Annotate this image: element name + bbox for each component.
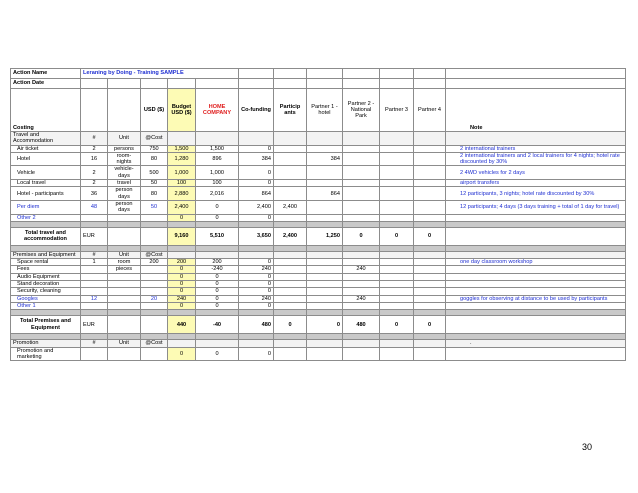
row-partner3 (380, 166, 414, 180)
row-budget: 240 (168, 295, 196, 302)
row-partner3 (380, 266, 414, 273)
hash-header: # (81, 251, 108, 258)
row-partner1 (307, 347, 343, 361)
section-header-row (11, 132, 626, 146)
row-home: 0 (196, 347, 239, 361)
table-row (11, 200, 626, 214)
row-cost (141, 214, 168, 221)
row-partner1 (307, 266, 343, 273)
row-budget: 0 (168, 266, 196, 273)
row-note: 12 participants, 3 nights; hotel rate discounted by 30% (446, 187, 626, 201)
row-cofunding: 0 (239, 302, 274, 309)
row-unit (108, 214, 141, 221)
row-partner1 (307, 166, 343, 180)
table-row (11, 288, 626, 295)
costing-header: Costing (11, 89, 81, 132)
row-note (446, 266, 626, 273)
row-partner2 (343, 187, 380, 201)
row-participants (274, 214, 307, 221)
page-number: 30 (582, 442, 593, 452)
row-budget: 200 (168, 259, 196, 266)
row-budget: 2,880 (168, 187, 196, 201)
row-partner2 (343, 152, 380, 166)
row-partner2 (343, 281, 380, 288)
row-budget: 1,500 (168, 145, 196, 152)
row-unit: room-nights (108, 152, 141, 166)
row-cost: 80 (141, 187, 168, 201)
row-participants (274, 152, 307, 166)
total-participants: 2,400 (274, 227, 307, 245)
table-row (11, 302, 626, 309)
row-count (81, 273, 108, 280)
row-unit: person days (108, 200, 141, 214)
row-participants (274, 145, 307, 152)
row-partner1 (307, 145, 343, 152)
row-partner3 (380, 259, 414, 266)
row-partner1 (307, 295, 343, 302)
total-partner1: 0 (307, 316, 343, 334)
row-partner1 (307, 200, 343, 214)
row-partner1 (307, 281, 343, 288)
row-partner4 (414, 166, 446, 180)
row-participants (274, 295, 307, 302)
row-label: Per diem (11, 200, 81, 214)
row-unit: room (108, 259, 141, 266)
total-partner4: 0 (414, 227, 446, 245)
hash-header: # (81, 340, 108, 347)
row-partner4 (414, 302, 446, 309)
total-label: Total travel and accommodation (11, 227, 81, 245)
table-row (11, 281, 626, 288)
row-cofunding: 0 (239, 145, 274, 152)
row-partner4 (414, 145, 446, 152)
unit-header: Unit (108, 251, 141, 258)
total-home: 5,510 (196, 227, 239, 245)
table-row (11, 214, 626, 221)
row-note: 12 participants; 4 days (3 days training + total of 1 day for travel) (446, 200, 626, 214)
section-note (446, 132, 626, 146)
row-partner3 (380, 295, 414, 302)
row-cost: 50 (141, 180, 168, 187)
row-cofunding: 240 (239, 266, 274, 273)
row-count: 16 (81, 152, 108, 166)
row-note (446, 302, 626, 309)
row-unit: person days (108, 187, 141, 201)
row-note (446, 288, 626, 295)
table-row (11, 347, 626, 361)
row-count: 2 (81, 180, 108, 187)
column-header-row (11, 89, 626, 132)
section-header-row (11, 251, 626, 258)
budget-usd-header: Budget USD ($) (168, 89, 196, 132)
row-partner4 (414, 273, 446, 280)
total-partner3: 0 (380, 227, 414, 245)
row-participants (274, 288, 307, 295)
row-home: -240 (196, 266, 239, 273)
row-partner3 (380, 187, 414, 201)
note-header: Note (446, 89, 626, 132)
total-partner2: 480 (343, 316, 380, 334)
row-count (81, 288, 108, 295)
row-partner1 (307, 180, 343, 187)
row-partner4 (414, 187, 446, 201)
row-count (81, 347, 108, 361)
total-cofunding: 480 (239, 316, 274, 334)
row-note: 2 international trainers and 2 local trainers for 4 nights; hotel rate discounted by 30% (446, 152, 626, 166)
row-cofunding: 2,400 (239, 200, 274, 214)
total-row (11, 227, 626, 245)
row-partner1 (307, 214, 343, 221)
row-cost (141, 273, 168, 280)
action-date-label: Action Date (11, 79, 81, 89)
row-budget: 0 (168, 281, 196, 288)
section-label: Promotion (11, 340, 81, 347)
row-partner2 (343, 180, 380, 187)
row-partner3 (380, 152, 414, 166)
row-cofunding: 0 (239, 259, 274, 266)
row-budget: 2,400 (168, 200, 196, 214)
row-partner2 (343, 214, 380, 221)
row-partner3 (380, 180, 414, 187)
action-name-row (11, 69, 626, 79)
total-partner4: 0 (414, 316, 446, 334)
row-label: Promotion and marketing (11, 347, 81, 361)
row-partner4 (414, 266, 446, 273)
row-budget: 0 (168, 273, 196, 280)
row-partner2: 240 (343, 295, 380, 302)
row-cost: 20 (141, 295, 168, 302)
row-participants (274, 273, 307, 280)
total-cofunding: 3,650 (239, 227, 274, 245)
row-partner3 (380, 214, 414, 221)
row-cofunding: 0 (239, 166, 274, 180)
row-count (81, 214, 108, 221)
row-cofunding: 0 (239, 273, 274, 280)
row-budget: 0 (168, 214, 196, 221)
row-budget: 0 (168, 288, 196, 295)
total-participants: 0 (274, 316, 307, 334)
row-participants (274, 347, 307, 361)
row-label: Hotel (11, 152, 81, 166)
row-cost (141, 266, 168, 273)
total-partner2: 0 (343, 227, 380, 245)
row-count: 2 (81, 145, 108, 152)
row-count: 2 (81, 166, 108, 180)
section-label: Premises and Equipment (11, 251, 81, 258)
row-cofunding: 0 (239, 347, 274, 361)
unit-header: Unit (108, 132, 141, 146)
table-row (11, 166, 626, 180)
home-company-header: HOME COMPANY (196, 89, 239, 132)
row-participants (274, 259, 307, 266)
row-cost: 500 (141, 166, 168, 180)
row-unit (108, 347, 141, 361)
row-participants (274, 187, 307, 201)
row-label: Fees (11, 266, 81, 273)
budget-sheet (10, 68, 626, 361)
row-unit: pieces (108, 266, 141, 273)
row-label: Local travel (11, 180, 81, 187)
row-unit: vehicle-days (108, 166, 141, 180)
row-partner1 (307, 288, 343, 295)
row-home: 0 (196, 302, 239, 309)
partner1-header: Partner 1 - hotel (307, 89, 343, 132)
row-participants (274, 180, 307, 187)
row-budget: 0 (168, 347, 196, 361)
row-label: Air ticket (11, 145, 81, 152)
total-home: -40 (196, 316, 239, 334)
row-home: 1,000 (196, 166, 239, 180)
section-note (446, 251, 626, 258)
row-partner3 (380, 347, 414, 361)
row-note (446, 347, 626, 361)
row-participants (274, 302, 307, 309)
row-note (446, 214, 626, 221)
row-partner2 (343, 288, 380, 295)
total-budget: 9,160 (168, 227, 196, 245)
row-unit: travel (108, 180, 141, 187)
row-cost: 50 (141, 200, 168, 214)
table-row (11, 187, 626, 201)
cost-header: @Cost (141, 132, 168, 146)
table-row (11, 180, 626, 187)
table-row (11, 145, 626, 152)
row-participants (274, 281, 307, 288)
row-home: 0 (196, 288, 239, 295)
row-label: Hotel - participants (11, 187, 81, 201)
row-partner4 (414, 295, 446, 302)
row-cost: 80 (141, 152, 168, 166)
row-note: 2 4WD vehicles for 2 days (446, 166, 626, 180)
row-budget: 100 (168, 180, 196, 187)
co-funding-header: Co-funding (239, 89, 274, 132)
row-partner2 (343, 259, 380, 266)
row-cofunding: 0 (239, 281, 274, 288)
row-partner3 (380, 200, 414, 214)
total-partner3: 0 (380, 316, 414, 334)
partner3-header: Partner 3 (380, 89, 414, 132)
row-label: Audio Equipment (11, 273, 81, 280)
table-row (11, 266, 626, 273)
row-partner4 (414, 281, 446, 288)
budget-table (10, 68, 626, 361)
row-cost: 200 (141, 259, 168, 266)
action-name-value: Leraning by Doing - Training SAMPLE (81, 69, 239, 79)
row-partner1: 384 (307, 152, 343, 166)
row-count (81, 281, 108, 288)
row-partner1 (307, 273, 343, 280)
section-header-row (11, 340, 626, 347)
total-currency: EUR (81, 316, 108, 334)
row-count: 48 (81, 200, 108, 214)
row-count: 1 (81, 259, 108, 266)
row-budget: 1,000 (168, 166, 196, 180)
total-label: Total Premises and Equipment (11, 316, 81, 334)
row-count (81, 266, 108, 273)
cost-header: @Cost (141, 251, 168, 258)
row-label: Googles (11, 295, 81, 302)
row-label: Stand decoration (11, 281, 81, 288)
row-partner4 (414, 259, 446, 266)
table-row (11, 152, 626, 166)
row-note: one day classroom workshop (446, 259, 626, 266)
row-partner1 (307, 259, 343, 266)
row-participants (274, 166, 307, 180)
table-row (11, 295, 626, 302)
row-cofunding: 0 (239, 288, 274, 295)
row-label: Vehicle (11, 166, 81, 180)
row-partner4 (414, 152, 446, 166)
total-budget: 440 (168, 316, 196, 334)
row-cofunding: 0 (239, 180, 274, 187)
partner4-header: Partner 4 (414, 89, 446, 132)
partner2-header: Partner 2 - National Park (343, 89, 380, 132)
row-home: 0 (196, 200, 239, 214)
row-home: 0 (196, 273, 239, 280)
section-note: . (446, 340, 626, 347)
row-unit (108, 295, 141, 302)
row-note (446, 273, 626, 280)
row-note: 2 international trainers (446, 145, 626, 152)
row-partner4 (414, 288, 446, 295)
row-home: 100 (196, 180, 239, 187)
row-partner2 (343, 273, 380, 280)
row-cost (141, 288, 168, 295)
row-budget: 1,280 (168, 152, 196, 166)
row-cofunding: 864 (239, 187, 274, 201)
row-partner3 (380, 302, 414, 309)
total-currency: EUR (81, 227, 108, 245)
row-home: 1,500 (196, 145, 239, 152)
table-row (11, 259, 626, 266)
row-count: 12 (81, 295, 108, 302)
row-note: airport transfers (446, 180, 626, 187)
row-cofunding: 0 (239, 214, 274, 221)
row-note (446, 281, 626, 288)
hash-header: # (81, 132, 108, 146)
row-home: 0 (196, 214, 239, 221)
unit-header: Unit (108, 340, 141, 347)
row-partner4 (414, 180, 446, 187)
usd-header: USD ($) (141, 89, 168, 132)
row-partner2 (343, 200, 380, 214)
table-row (11, 273, 626, 280)
row-partner3 (380, 273, 414, 280)
row-partner3 (380, 145, 414, 152)
row-partner2 (343, 302, 380, 309)
row-partner4 (414, 347, 446, 361)
row-home: 200 (196, 259, 239, 266)
row-partner4 (414, 200, 446, 214)
row-budget: 0 (168, 302, 196, 309)
row-home: 0 (196, 281, 239, 288)
row-unit (108, 288, 141, 295)
row-partner1: 864 (307, 187, 343, 201)
section-label: Travel and Accommodation (11, 132, 81, 146)
row-cofunding: 384 (239, 152, 274, 166)
row-home: 896 (196, 152, 239, 166)
row-count (81, 302, 108, 309)
row-cost: 750 (141, 145, 168, 152)
row-label: Security, cleaning (11, 288, 81, 295)
row-home: 0 (196, 295, 239, 302)
cost-header: @Cost (141, 340, 168, 347)
row-participants (274, 266, 307, 273)
row-partner3 (380, 288, 414, 295)
total-row (11, 316, 626, 334)
row-cofunding: 240 (239, 295, 274, 302)
row-partner2 (343, 166, 380, 180)
row-unit (108, 281, 141, 288)
row-partner1 (307, 302, 343, 309)
row-participants: 2,400 (274, 200, 307, 214)
action-date-row (11, 79, 626, 89)
row-unit: persons (108, 145, 141, 152)
row-note: goggles for observing at distance to be used by participants (446, 295, 626, 302)
row-partner2: 240 (343, 266, 380, 273)
action-name-label: Action Name (11, 69, 81, 79)
row-label: Space rental (11, 259, 81, 266)
row-partner3 (380, 281, 414, 288)
row-label: Other 2 (11, 214, 81, 221)
row-partner4 (414, 214, 446, 221)
row-cost (141, 302, 168, 309)
row-cost (141, 281, 168, 288)
row-partner2 (343, 347, 380, 361)
row-unit (108, 302, 141, 309)
row-count: 36 (81, 187, 108, 201)
row-cost (141, 347, 168, 361)
row-unit (108, 273, 141, 280)
row-label: Other 1 (11, 302, 81, 309)
total-partner1: 1,250 (307, 227, 343, 245)
row-partner2 (343, 145, 380, 152)
participants-header: Particip ants (274, 89, 307, 132)
row-home: 2,016 (196, 187, 239, 201)
